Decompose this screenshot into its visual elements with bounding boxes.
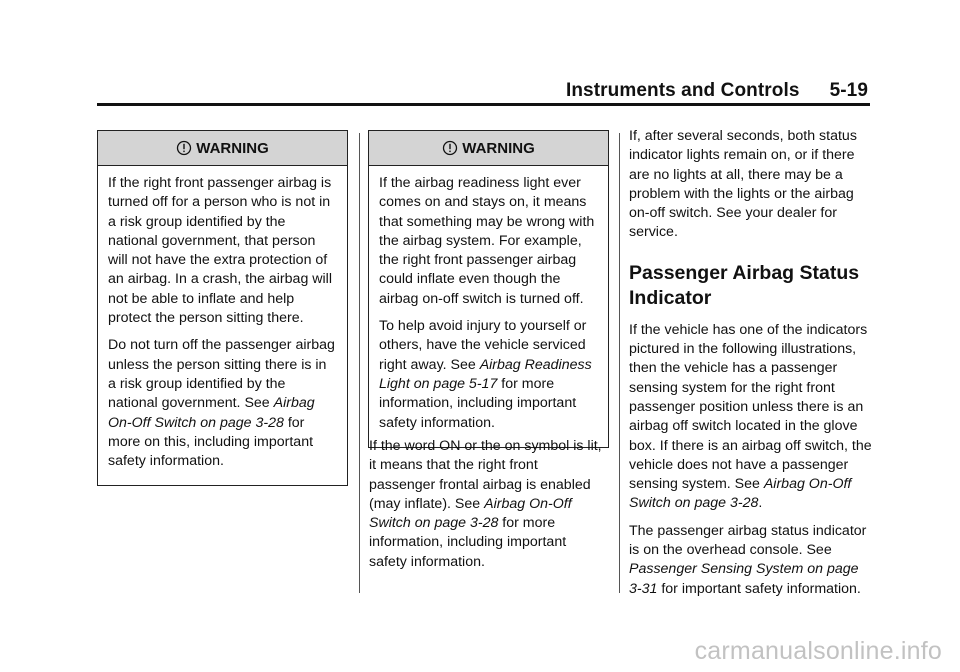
paragraph-text: The passenger airbag status indicator is on the overhead console. See xyxy=(629,522,867,559)
paragraph-text: If the vehicle has one of the indicators pictured in the following illustrations, then the vehicle has a passenger sensing system for the right front passenger position unless there is an airbag off switch located in the glove box. If there is an airbag off switch, the vehicle does not have a passenger sensing system. See xyxy=(629,321,872,493)
cross-reference-link[interactable]: Airbag On-Off Switch on page 3-28 xyxy=(629,476,852,512)
body-paragraph xyxy=(369,437,607,572)
paragraph-text: Do not turn off the passenger airbag unless the person sitting there is in a risk group identified by the national government. See xyxy=(108,337,335,412)
section-title: Instruments and Controls xyxy=(565,80,800,101)
paragraph-text: for more information, including important safety information. xyxy=(369,515,567,570)
column-3-text xyxy=(629,127,874,607)
running-header xyxy=(566,80,868,102)
cross-reference-link[interactable]: Passenger Sensing System on page 3-31 xyxy=(629,561,859,597)
warning-box xyxy=(368,130,609,448)
warning-icon xyxy=(442,140,458,156)
warning-header xyxy=(98,131,347,166)
paragraph-text: for more on this, including important safety information. xyxy=(108,414,314,470)
paragraph-text: . xyxy=(758,495,763,512)
warning-header xyxy=(369,131,608,166)
warning-icon xyxy=(176,140,192,156)
warning-body xyxy=(98,166,347,485)
column-divider xyxy=(619,133,620,593)
header-rule xyxy=(97,103,870,106)
cross-reference-link[interactable]: Airbag On-Off Switch on page 3-28 xyxy=(369,495,572,532)
paragraph-text: for more information, including important safety information. xyxy=(379,375,577,431)
watermark: carmanualsonline.info xyxy=(694,637,942,665)
cross-reference-link[interactable]: Airbag On-Off Switch on page 3-28 xyxy=(108,395,315,431)
column-divider xyxy=(359,133,360,593)
paragraph-text: To help avoid injury to yourself or others, have the vehicle serviced right away. See xyxy=(379,318,587,373)
cross-reference-link[interactable]: Airbag Readiness Light on page 5-17 xyxy=(379,356,592,392)
warning-paragraph xyxy=(108,336,337,471)
section-heading: Passenger Airbag Status Indicator xyxy=(629,261,860,309)
warning-paragraph: If the right front passenger airbag is turned off for a person who is not in a risk group identified by the national government, that person will not have the extra protection of an airbag. In a crash, the airbag will not be able to inflate and help protect the person sitting there. xyxy=(108,175,332,327)
warning-title: WARNING xyxy=(462,139,535,157)
warning-paragraph: If the airbag readiness light ever comes on and stays on, it means that something may be wrong with the airbag system. For example, the right front passenger airbag could inflate even though the airbag on-off switch is turned off. xyxy=(379,175,595,307)
page-number: 5-19 xyxy=(829,80,868,101)
column-2-text xyxy=(369,437,607,580)
paragraph-text: If the word ON or the on symbol is lit, it means that the right front passenger frontal airbag is enabled (may inflate). See xyxy=(369,438,602,512)
body-paragraph: If, after several seconds, both status indicator lights remain on, or if there are no lights at all, there may be a problem with the lights or the airbag on-off switch. See your dealer for service. xyxy=(629,128,857,241)
warning-body xyxy=(369,166,608,447)
body-paragraph xyxy=(629,321,874,514)
warning-box xyxy=(97,130,348,486)
warning-title: WARNING xyxy=(196,139,269,157)
body-paragraph xyxy=(629,522,874,599)
paragraph-text: for important safety information. xyxy=(657,580,861,597)
warning-paragraph xyxy=(379,317,598,433)
